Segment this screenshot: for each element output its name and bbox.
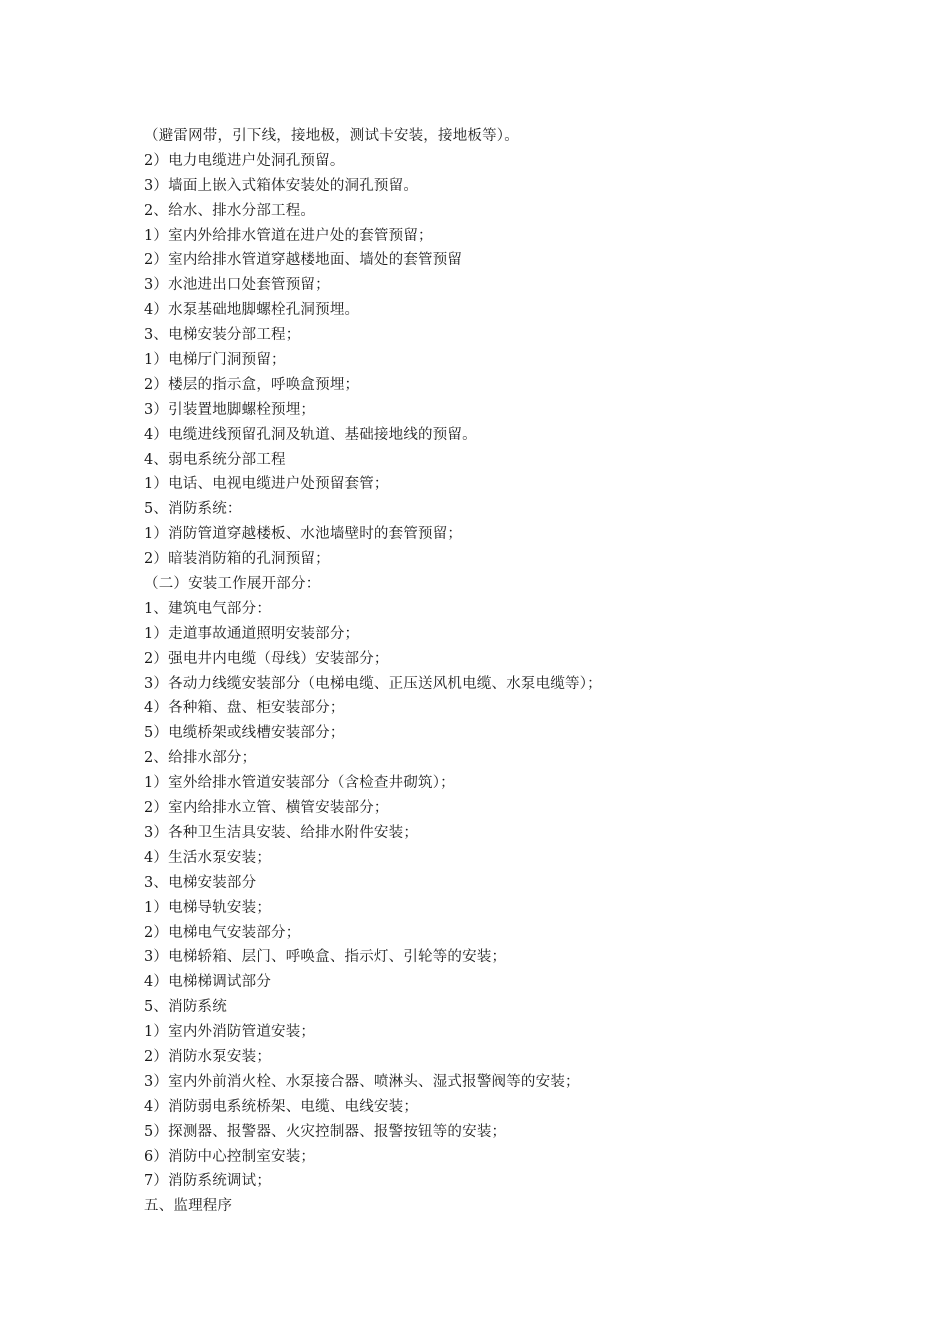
text-line: 4）电缆进线预留孔洞及轨道、基础接地线的预留。	[144, 426, 477, 443]
text-line: 1）室内外给排水管道在进户处的套管预留；	[144, 227, 433, 244]
text-line: 7）消防系统调试；	[144, 1173, 272, 1190]
text-line: 3）电梯轿箱、层门、呼唤盒、指示灯、引轮等的安装；	[144, 949, 507, 966]
text-line: 3）引装置地脚螺栓预埋；	[144, 401, 316, 418]
text-line: 2）楼层的指示盒，呼唤盒预埋；	[144, 376, 360, 393]
text-line: 3、电梯安装分部工程；	[144, 327, 301, 344]
text-line: 5）探测器、报警器、火灾控制器、报警按钮等的安装；	[144, 1123, 507, 1140]
text-line: 4）生活水泵安装；	[144, 849, 272, 866]
text-line: 3）各动力线缆安装部分（电梯电缆、正压送风机电缆、水泵电缆等）；	[144, 675, 602, 692]
text-line: 2）电力电缆进户处洞孔预留。	[144, 152, 345, 169]
text-line: 1）电梯导轨安装；	[144, 899, 272, 916]
document-body	[144, 124, 844, 1219]
text-line: 1）室内外消防管道安装；	[144, 1024, 316, 1041]
text-line: 3）各种卫生洁具安装、给排水附件安装；	[144, 824, 419, 841]
text-line: 1）走道事故通道照明安装部分；	[144, 625, 360, 642]
text-line: 2）室内给排水管道穿越楼地面、墙处的套管预留	[144, 252, 463, 269]
text-line: 3、电梯安装部分	[144, 874, 257, 891]
text-line: 3）室内外前消火栓、水泵接合器、喷淋头、湿式报警阀等的安装；	[144, 1073, 580, 1090]
text-line: 2）强电井内电缆（母线）安装部分；	[144, 650, 389, 667]
text-line: 3）水池进出口处套管预留；	[144, 277, 330, 294]
text-line: 2）室内给排水立管、横管安装部分；	[144, 800, 389, 817]
text-line: 5、消防系统	[144, 999, 227, 1016]
text-line: 5）电缆桥架或线槽安装部分；	[144, 725, 345, 742]
text-line: （二）安装工作展开部分：	[144, 576, 321, 593]
text-line: 6）消防中心控制室安装；	[144, 1148, 316, 1165]
text-line: 2）消防水泵安装；	[144, 1048, 272, 1065]
text-line: 5、消防系统：	[144, 501, 242, 518]
text-line: 4）各种箱、盘、柜安装部分；	[144, 700, 345, 717]
text-line: （避雷网带，引下线，接地极，测试卡安装，接地板等）。	[144, 128, 519, 144]
text-line: 1）电梯厅门洞预留；	[144, 352, 286, 369]
text-line: 4）水泵基础地脚螺栓孔洞预埋。	[144, 302, 360, 319]
text-line: 2、给排水部分；	[144, 750, 257, 767]
text-line: 2）电梯电气安装部分；	[144, 924, 301, 941]
text-line: 4）电梯梯调试部分	[144, 974, 272, 991]
text-line: 4）消防弱电系统桥架、电缆、电线安装；	[144, 1098, 419, 1115]
text-line: 2）暗装消防箱的孔洞预留；	[144, 551, 330, 568]
text-line: 1）消防管道穿越楼板、水池墙壁时的套管预留；	[144, 526, 463, 543]
text-line: 1）电话、电视电缆进户处预留套管；	[144, 476, 389, 493]
text-line: 五、监理程序	[144, 1198, 233, 1215]
text-line: 4、弱电系统分部工程	[144, 451, 286, 468]
text-line: 2、给水、排水分部工程。	[144, 202, 316, 219]
text-line: 3）墙面上嵌入式箱体安装处的洞孔预留。	[144, 177, 419, 194]
text-line: 1）室外给排水管道安装部分（含检查井砌筑）；	[144, 775, 455, 792]
text-line: 1、建筑电气部分：	[144, 600, 272, 617]
